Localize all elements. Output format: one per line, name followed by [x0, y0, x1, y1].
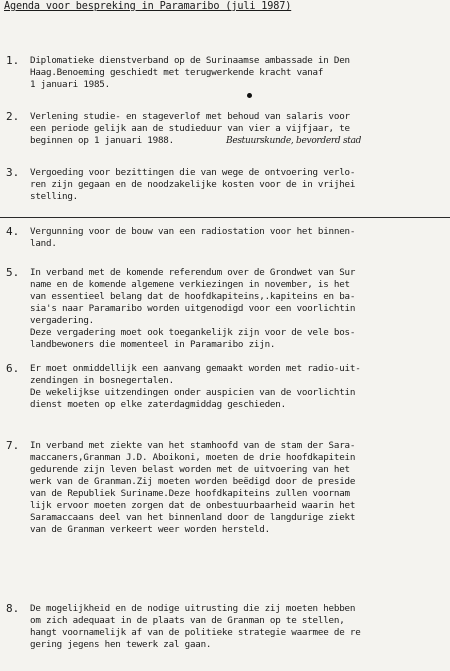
- item-line: In verband met de komende referendum over de Grondwet van Sur: [30, 267, 356, 278]
- item-line: De mogelijkheid en de nodige uitrusting die zij moeten hebben: [30, 603, 356, 614]
- item-number: 2.: [6, 110, 20, 123]
- item-line: werk van de Granman.Zij moeten worden beëdigd door de preside: [30, 476, 356, 487]
- item-line: stelling.: [30, 191, 78, 202]
- item-line: vergadering.: [30, 315, 94, 326]
- item-line: zendingen in bosnegertalen.: [30, 375, 174, 386]
- item-line: maccaners,Granman J.D. Aboikoni, moeten de drie hoofdkapitein: [30, 452, 356, 463]
- item-line: Vergoeding voor bezittingen die van wege de ontvoering verlo-: [30, 167, 356, 178]
- item-line: dienst moeten op elke zaterdagmiddag geschieden.: [30, 399, 286, 410]
- item-line: Haag.Benoeming geschiedt met terugwerkende kracht vanaf: [30, 67, 324, 78]
- ink-dot: [247, 93, 252, 98]
- item-line: ren zijn gegaan en de noodzakelijke kosten voor de in vrijhei: [30, 179, 356, 190]
- item-line: Saramaccaans deel van het binnenland door de langdurige ziekt: [30, 512, 356, 523]
- item-number: 5.: [6, 266, 20, 279]
- item-number: 1.: [6, 54, 20, 67]
- item-number: 6.: [6, 362, 20, 375]
- handwritten-note: Bestuurskunde, bevorderd stad: [226, 136, 362, 146]
- item-line: name en de komende algemene verkiezingen in november, is het: [30, 279, 350, 290]
- item-number: 4.: [6, 225, 20, 238]
- divider-line: [0, 217, 450, 218]
- item-line: 1 januari 1985.: [30, 79, 110, 90]
- item-line: een periode gelijk aan de studieduur van vier a vijfjaar, te: [30, 123, 350, 134]
- item-line: De wekelijkse uitzendingen onder auspicien van de voorlichtin: [30, 387, 356, 398]
- item-line: Diplomatieke dienstverband op de Surinaamse ambassade in Den: [30, 55, 350, 66]
- item-line: gedurende zijn leven belast worden met de uitvoering van het: [30, 464, 350, 475]
- item-line: Vergunning voor de bouw van een radiostation voor het binnen-: [30, 226, 356, 237]
- item-line: lijk ervoor moeten zorgen dat de onbestuurbaarheid waarin het: [30, 500, 356, 511]
- item-line: hangt voornamelijk af van de politieke strategie waarmee de re: [30, 627, 361, 638]
- item-line: gering jegens hen tewerk zal gaan.: [30, 639, 212, 650]
- item-line: van essentieel belang dat de hoofdkapiteins,.kapiteins en ba-: [30, 291, 356, 302]
- item-number: 3.: [6, 166, 20, 179]
- item-line: sia's naar Paramaribo worden uitgenodigd voor een voorlichtin: [30, 303, 356, 314]
- item-line: van de Granman verkeert weer worden hersteld.: [30, 524, 270, 535]
- item-line: Verlening studie- en stageverlof met behoud van salaris voor: [30, 111, 350, 122]
- item-line: land.: [30, 238, 57, 249]
- item-line: om zich adequaat in de plaats van de Granman op te stellen,: [30, 615, 345, 626]
- page-title: Agenda voor bespreking in Paramaribo (juli 1987): [4, 1, 292, 12]
- item-line: In verband met ziekte van het stamhoofd van de stam der Sara-: [30, 440, 356, 451]
- item-line: Deze vergadering moet ook toegankelijk zijn voor de vele bos-: [30, 327, 356, 338]
- item-line: Er moet onmiddellijk een aanvang gemaakt worden met radio-uit-: [30, 363, 361, 374]
- item-line: van de Republiek Suriname.Deze hoofdkapiteins zullen voornam: [30, 488, 350, 499]
- item-number: 7.: [6, 439, 20, 452]
- item-line: beginnen op 1 januari 1988.: [30, 135, 174, 146]
- item-number: 8.: [6, 602, 20, 615]
- item-line: landbewoners die momenteel in Paramaribo zijn.: [30, 339, 276, 350]
